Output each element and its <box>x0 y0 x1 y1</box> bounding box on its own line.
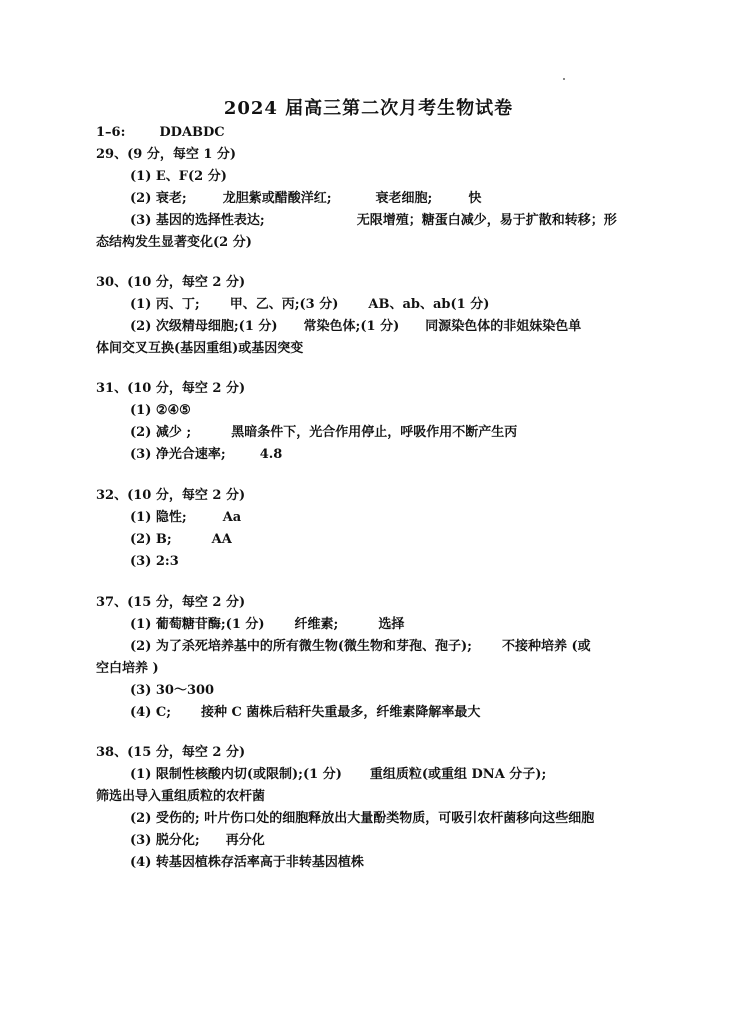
q29-part3 <box>130 212 617 230</box>
q37-part2-cont: 空白培养 ) <box>96 661 159 676</box>
q30-header: 30、(10 分，每空 2 分) <box>96 275 246 290</box>
q31-part2 <box>130 424 517 442</box>
page-title: 2024 届高三第二次月考生物试卷 <box>223 98 514 119</box>
q30-part1 <box>130 296 489 314</box>
q37-part1-a: (1) 葡萄糖苷酶;(1 分) <box>130 617 265 632</box>
q32-part3: (3) 2:3 <box>130 554 179 569</box>
q37-part3: (3) 30～300 <box>130 683 215 698</box>
q31-part3 <box>130 446 282 464</box>
mc-answers: DDABDC <box>159 125 225 140</box>
q38-part3 <box>130 832 265 850</box>
q37-part1-c: 选择 <box>378 617 405 632</box>
q37-header: 37、(15 分，每空 2 分) <box>96 595 246 610</box>
q30-part2-cont: 体间交叉互换(基因重组)或基因突变 <box>96 341 304 356</box>
q38-part1-cont: 筛选出导入重组质粒的农杆菌 <box>96 789 266 804</box>
q29-part1: (1) E、F(2 分) <box>130 169 227 184</box>
q30-part1-c: AB、ab、ab(1 分) <box>368 297 490 312</box>
q30-part2 <box>130 318 581 336</box>
q37-part4-a: (4) C; <box>130 705 172 720</box>
q32-part2-a: (2) B; <box>130 532 172 547</box>
q37-part1-b: 纤维素; <box>294 617 339 632</box>
q38-part1 <box>130 766 546 784</box>
q31-part2-a: (2) 减少 ; <box>130 425 192 440</box>
q29-part3-b: 无限增殖；糖蛋白减少，易于扩散和转移；形 <box>356 213 617 228</box>
q31-part2-b: 黑暗条件下，光合作用停止，呼吸作用不断产生丙 <box>231 425 518 440</box>
q37-part4 <box>130 704 480 722</box>
q37-part1 <box>130 616 404 634</box>
q38-part2: (2) 受伤的; 叶片伤口处的细胞释放出大量酚类物质，可吸引农杆菌移向这些细胞 <box>130 811 595 826</box>
scan-speck <box>563 78 565 80</box>
q32-part1-b: Aa <box>222 510 242 525</box>
q29-part3-a: (3) 基因的选择性表达; <box>130 213 265 228</box>
q37-part2 <box>130 638 591 656</box>
q31-part3-b: 4.8 <box>259 447 283 462</box>
q31-part3-a: (3) 净光合速率; <box>130 447 226 462</box>
q32-part1-a: (1) 隐性; <box>130 510 187 525</box>
q38-part1-b: 重组质粒(或重组 DNA 分子); <box>369 767 547 782</box>
q37-part4-b: 接种 C 菌株后秸秆失重最多，纤维素降解率最大 <box>201 705 481 720</box>
q29-part2-b: 龙胆紫或醋酸洋红; <box>222 191 332 206</box>
q29-part2-d: 快 <box>468 191 482 206</box>
q29-part3-cont: 态结构发生显著变化(2 分) <box>96 235 252 250</box>
q32-part2 <box>130 531 232 549</box>
q38-part1-a: (1) 限制性核酸内切(或限制);(1 分) <box>130 767 342 782</box>
q30-part1-a: (1) 丙、丁; <box>130 297 200 312</box>
q32-part2-b: AA <box>211 532 232 547</box>
q30-part2-b: 常染色体;(1 分) <box>303 319 400 334</box>
q38-part4: (4) 转基因植株存活率高于非转基因植株 <box>130 855 364 870</box>
q29-header: 29、(9 分，每空 1 分) <box>96 147 237 162</box>
mc-answers-line <box>96 124 225 142</box>
mc-label: 1–6: <box>96 125 126 140</box>
q38-part3-b: 再分化 <box>225 833 265 848</box>
q31-part1: (1) ②④⑤ <box>130 403 191 418</box>
q31-header: 31、(10 分，每空 2 分) <box>96 381 246 396</box>
q38-header: 38、(15 分，每空 2 分) <box>96 745 246 760</box>
q37-part2-b: 不接种培养 (或 <box>501 639 591 654</box>
q32-part1 <box>130 509 241 527</box>
q37-part2-a: (2) 为了杀死培养基中的所有微生物(微生物和芽孢、孢子); <box>130 639 472 654</box>
q32-header: 32、(10 分，每空 2 分) <box>96 488 246 503</box>
q30-part2-a: (2) 次级精母细胞;(1 分) <box>130 319 278 334</box>
q29-part2-a: (2) 衰老; <box>130 191 187 206</box>
q30-part1-b: 甲、乙、丙;(3 分) <box>229 297 339 312</box>
q29-part2 <box>130 190 481 208</box>
q29-part2-c: 衰老细胞; <box>375 191 433 206</box>
q30-part2-c: 同源染色体的非姐妹染色单 <box>425 319 582 334</box>
q38-part3-a: (3) 脱分化; <box>130 833 200 848</box>
